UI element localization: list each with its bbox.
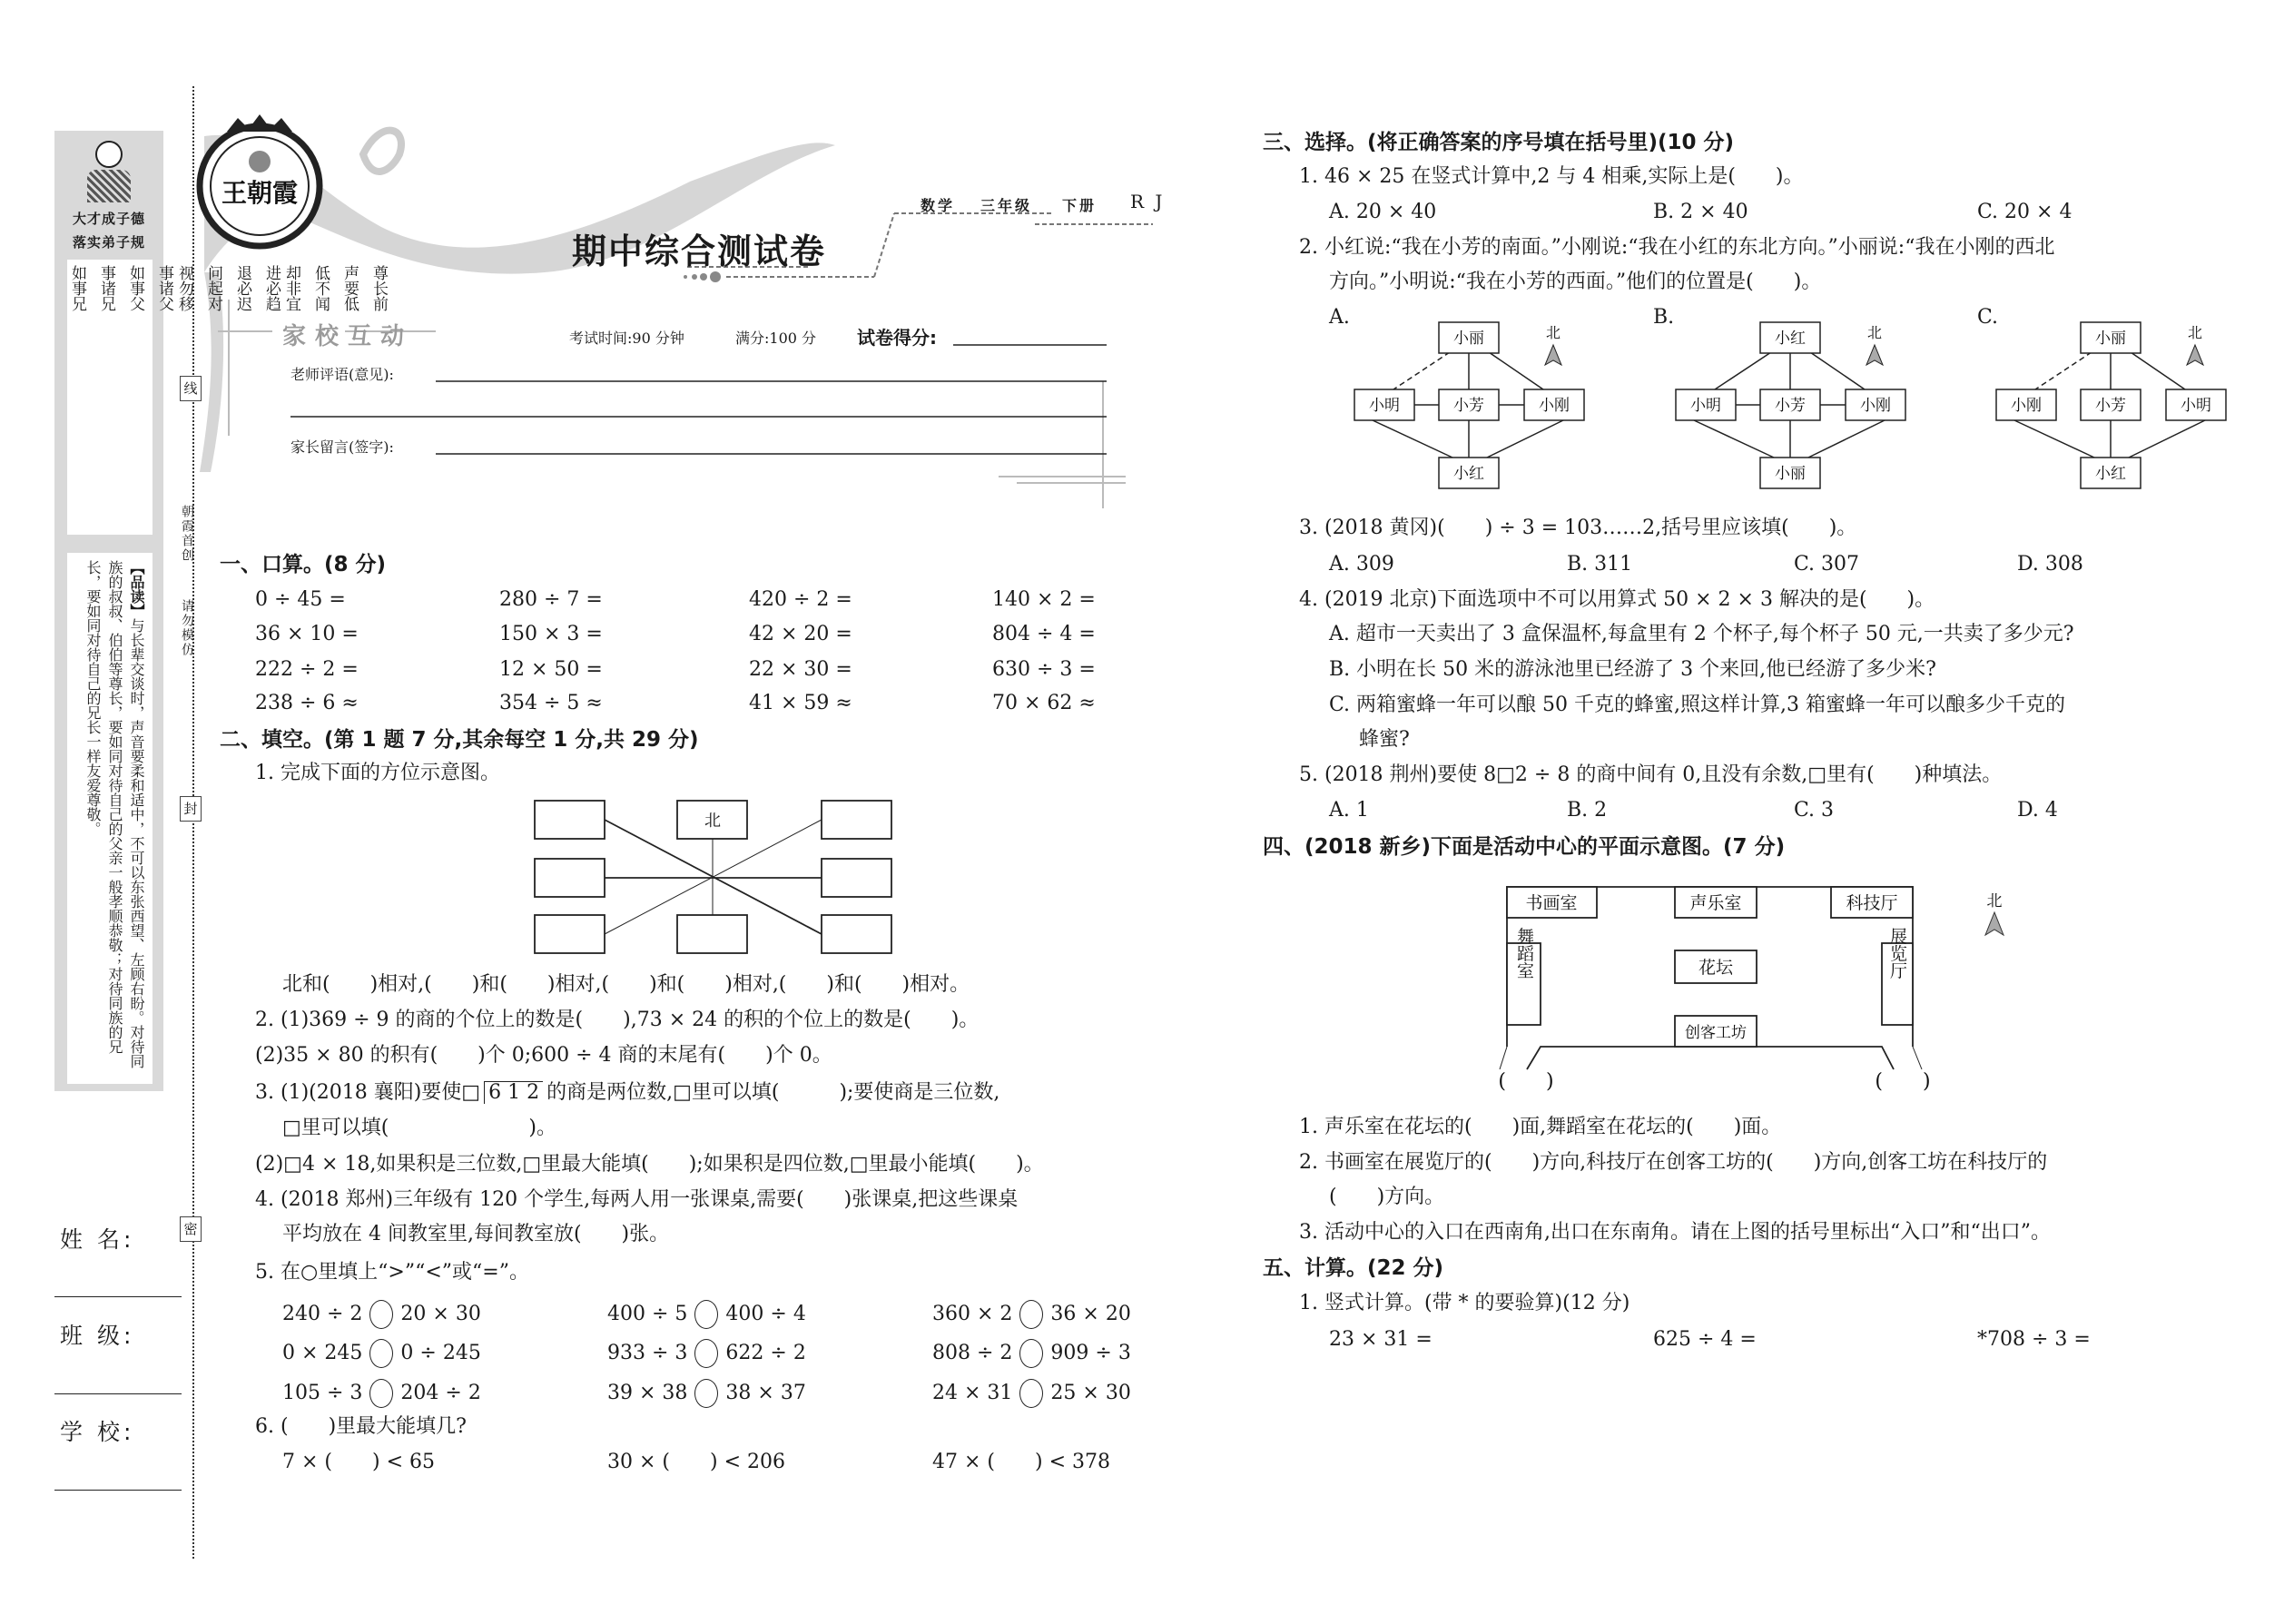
north-arrow-icon [1545, 345, 1561, 365]
connector-line [2131, 352, 2185, 389]
comparison-item [282, 1300, 481, 1329]
comparison-item [932, 1379, 1131, 1408]
connector-line [1373, 420, 1452, 458]
mental-math-item: 42 × 20 = [749, 623, 852, 645]
mental-math-item: 12 × 50 = [499, 658, 603, 681]
s2-question-1-answer: 北和( )相对,( )和( )相对,( )和( )相对,( )和( )相对。 [282, 973, 970, 996]
reading-text: 与长辈交谈时，声音要柔和适中，不可以东张西望、左顾右盼。对待同族的叔叔、伯伯等尊长，要如同对待自己的父亲一般孝顺恭敬；对待同族的兄长，要如同对待自己的兄长一样友爱尊敬。 [84, 560, 145, 1068]
calc-item: 23 × 31 = [1329, 1328, 1433, 1351]
poem-phrase: 如事兄 [68, 265, 86, 311]
north-label: 北 [1545, 324, 1561, 341]
option: A. 1 [1329, 799, 1369, 822]
room-exhibition: 展览厅 [1887, 927, 1907, 979]
person-label: 小丽 [1453, 330, 1484, 348]
mental-math-item: 41 × 59 ≈ [749, 692, 852, 714]
comparison-left: 400 ÷ 5 [607, 1303, 688, 1325]
poem-phrase: 事诸兄 [97, 265, 115, 311]
seal-mark-close: 密 [180, 1216, 202, 1242]
option: C. 3 [1794, 799, 1835, 822]
person-label: 小刚 [1860, 397, 1891, 415]
s3-question-3: 3. (2018 黄冈)( ) ÷ 3 = 103……2,括号里应该填( )。 [1299, 517, 1857, 539]
choice-diagrams [1354, 322, 2226, 488]
room-calligraphy: 书画室 [1525, 893, 1578, 913]
comparison-left: 360 × 2 [932, 1303, 1013, 1325]
grade-tag: 三年级 [980, 197, 1033, 214]
comparison-item [282, 1379, 481, 1408]
poem-phrase: 声要低 [340, 265, 359, 311]
connector-line [1393, 352, 1450, 389]
section-4-title: 四、(2018 新乡)下面是活动中心的平面示意图。(7 分) [1263, 835, 1786, 859]
option: C. 307 [1794, 553, 1860, 576]
mental-math-item: 420 ÷ 2 = [749, 588, 852, 611]
reading-label: 【品读】 [128, 560, 145, 618]
option: A. 309 [1329, 553, 1394, 576]
comparison-left: 240 ÷ 2 [282, 1303, 363, 1325]
mental-math-item: 70 × 62 ≈ [992, 692, 1096, 714]
person-label: 小芳 [1453, 397, 1484, 415]
comparison-left: 105 ÷ 3 [282, 1382, 363, 1404]
person-label: 小刚 [1539, 397, 1570, 415]
comparison-right: 622 ÷ 2 [725, 1342, 806, 1364]
comparison-left: 24 × 31 [932, 1382, 1013, 1404]
north-arrow-icon [1866, 345, 1883, 365]
person-label: 小红 [1775, 330, 1806, 348]
parent-comment-label: 家长留言(签字): [290, 438, 394, 456]
answer-circle[interactable] [1019, 1300, 1043, 1329]
diagram-letter: B. [1653, 306, 1675, 329]
person-label: 小芳 [2095, 397, 2126, 415]
north-arrow-icon [1985, 912, 2004, 935]
score-label: 试卷得分: [857, 327, 937, 349]
publisher-logo [200, 114, 320, 246]
option: B. 2 × 40 [1653, 201, 1748, 223]
person-label: 小丽 [2095, 330, 2126, 348]
section-1-title: 一、口算。(8 分) [220, 553, 387, 576]
seal-mark-seal: 封 [180, 796, 202, 822]
mental-math-item: 0 ÷ 45 = [255, 588, 346, 611]
class-label: 班 级: [60, 1323, 135, 1349]
s2-question-1: 1. 完成下面的方位示意图。 [255, 762, 500, 784]
person-label: 小红 [1453, 465, 1484, 483]
position-diagram [1676, 322, 1905, 488]
connector-line [2014, 420, 2094, 458]
copyright-notice-2: 请勿模仿 [180, 599, 194, 657]
s2-question-2-2: (2)35 × 80 的积有( )个 0;600 ÷ 4 商的末尾有( )个 0。 [255, 1044, 832, 1067]
option: C. 20 × 4 [1977, 201, 2072, 223]
connector-line [1715, 352, 1771, 389]
north-label: 北 [1866, 324, 1883, 341]
room-music: 声乐室 [1689, 893, 1742, 913]
person-label: 小明 [2181, 397, 2211, 415]
option: C. 两箱蜜蜂一年可以酿 50 千克的蜂蜜,照这样计算,3 箱蜜蜂一年可以酿多少千克的 [1329, 694, 2065, 716]
answer-circle[interactable] [694, 1339, 718, 1368]
person-label: 小明 [1690, 397, 1721, 415]
mental-math-item: 150 × 3 = [499, 623, 603, 645]
answer-circle[interactable] [694, 1379, 718, 1408]
s2-question-5: 5. 在○里填上“>”“<”或“=”。 [255, 1261, 529, 1284]
s2-question-2-1: 2. (1)369 ÷ 9 的商的个位上的数是( ),73 × 24 的积的个位上的数是( )。 [255, 1009, 980, 1031]
comparison-left: 0 × 245 [282, 1342, 363, 1364]
section-5-title: 五、计算。(22 分) [1263, 1256, 1444, 1280]
poem-phrase: 却非宜 [282, 265, 300, 311]
long-division-dividend: 6 1 2 [484, 1081, 543, 1104]
poem-column [67, 265, 174, 535]
sidebar-motto-2: 落实弟子规 [72, 234, 145, 251]
volume-tag: 下册 [1062, 197, 1098, 214]
calc-item: *708 ÷ 3 = [1977, 1328, 2091, 1351]
comparison-item [607, 1339, 806, 1368]
teacher-comment-label: 老师评语(意见): [290, 366, 394, 383]
north-label: 北 [704, 812, 721, 831]
room-science: 科技厅 [1846, 893, 1898, 913]
home-school-heading: 家校互动 [282, 323, 414, 350]
position-diagram [1354, 322, 1584, 488]
option: D. 4 [2017, 799, 2058, 822]
poem-phrase: 进必趋 [262, 265, 281, 311]
person-label: 小红 [2095, 465, 2126, 483]
exit-blank: ( ) [1875, 1070, 1931, 1093]
room-maker: 创客工坊 [1685, 1024, 1747, 1042]
cartoon-icon [87, 141, 131, 204]
logo-text: 王朝霞 [221, 178, 299, 208]
poem-phrase: 视勿移 [175, 265, 193, 311]
comparison-right: 36 × 20 [1050, 1303, 1131, 1325]
poem-phrase: 尊长前 [369, 265, 388, 311]
s3-question-5: 5. (2018 荆州)要使 8□2 ÷ 8 的商中间有 0,且没有余数,□里有( )种填法。 [1299, 763, 2003, 786]
comparison-right: 25 × 30 [1050, 1382, 1131, 1404]
plan-north-label: 北 [1986, 892, 2003, 910]
sidebar-motto-1: 大才成子德 [72, 211, 145, 227]
comparison-item [932, 1300, 1131, 1329]
person-label: 小芳 [1775, 397, 1806, 415]
seal-mark-line: 线 [180, 376, 202, 401]
comparison-left: 933 ÷ 3 [607, 1342, 688, 1364]
s2-question-4: 4. (2018 郑州)三年级有 120 个学生,每两人用一张课桌,需要( )张课桌,把这些课桌 [255, 1188, 1019, 1211]
mental-math-item: 140 × 2 = [992, 588, 1096, 611]
position-diagram [1996, 322, 2226, 488]
connector-line [1487, 420, 1563, 458]
calc-item: 625 ÷ 4 = [1653, 1328, 1757, 1351]
connector-line [1489, 352, 1543, 389]
comparison-item [282, 1339, 481, 1368]
comment-lines [290, 345, 1107, 454]
mental-math-item: 804 ÷ 4 = [992, 623, 1096, 645]
q6-item: 7 × ( ) < 65 [282, 1451, 435, 1473]
connector-line [1694, 420, 1774, 458]
s3-question-4: 4. (2019 北京)下面选项中不可以用算式 50 × 2 × 3 解决的是( )。 [1299, 588, 1935, 611]
mental-math-item: 630 ÷ 3 = [992, 658, 1096, 681]
option: B. 2 [1567, 799, 1608, 822]
s4-question-2-cont: ( )方向。 [1329, 1186, 1445, 1208]
comparison-right: 909 ÷ 3 [1050, 1342, 1131, 1364]
s2-question-4-cont: 平均放在 4 间教室里,每间教室放( )张。 [282, 1223, 670, 1245]
direction-diagram [535, 801, 891, 953]
mental-math-item: 22 × 30 = [749, 658, 852, 681]
comparison-right: 0 ÷ 245 [400, 1342, 481, 1364]
answer-circle[interactable] [369, 1300, 393, 1329]
answer-circle[interactable] [369, 1379, 393, 1408]
room-flower-bed: 花坛 [1698, 958, 1734, 978]
q3-prefix: 3. (1)(2018 襄阳)要使□ [255, 1081, 481, 1104]
s2-question-3-1 [255, 1080, 999, 1106]
option: B. 小明在长 50 米的游泳池里已经游了 3 个来回,他已经游了多少米? [1329, 658, 1936, 681]
name-label: 姓 名: [60, 1226, 135, 1253]
person-label: 小刚 [2011, 397, 2042, 415]
poem-phrase: 如事父 [126, 265, 144, 311]
comparison-left: 808 ÷ 2 [932, 1342, 1013, 1364]
comparison-right: 400 ÷ 4 [725, 1303, 806, 1325]
mental-math-item: 36 × 10 = [255, 623, 359, 645]
s4-question-2: 2. 书画室在展览厅的( )方向,科技厅在创客工坊的( )方向,创客工坊在科技厅的 [1299, 1151, 2048, 1174]
edition-tag: R J [1130, 191, 1166, 212]
s2-question-3-2: (2)□4 × 18,如果积是三位数,□里最大能填( );如果积是四位数,□里最小能填( )。 [255, 1153, 1044, 1176]
school-label: 学 校: [60, 1419, 135, 1445]
diagram-letter: A. [1329, 306, 1350, 329]
entrance-blank: ( ) [1498, 1070, 1554, 1093]
connector-line [2129, 420, 2205, 458]
north-label: 北 [2187, 324, 2203, 341]
subject-tag: 数学 [921, 197, 956, 214]
s2-question-6: 6. ( )里最大能填几? [255, 1415, 467, 1438]
person-label: 小明 [1369, 397, 1400, 415]
person-label: 小丽 [1775, 465, 1806, 483]
comparison-item [932, 1339, 1131, 1368]
s3-question-2-cont: 方向。”小明说:“我在小芳的西面。”他们的位置是( )。 [1329, 271, 1822, 293]
s3-question-2: 2. 小红说:“我在小芳的南面。”小刚说:“我在小红的东北方向。”小丽说:“我在小刚的西北 [1299, 236, 2055, 259]
poem-phrase: 问起对 [204, 265, 222, 311]
connector-line [2035, 352, 2092, 389]
exam-time: 考试时间:90 分钟 [569, 330, 684, 347]
answer-circle[interactable] [369, 1339, 393, 1368]
connector-line [1810, 352, 1865, 389]
s5-question-1: 1. 竖式计算。(带 * 的要验算)(12 分) [1299, 1292, 1630, 1314]
q6-item: 30 × ( ) < 206 [607, 1451, 785, 1473]
s4-question-3: 3. 活动中心的入口在西南角,出口在东南角。请在上图的括号里标出“入口”和“出口”。 [1299, 1221, 2051, 1244]
room-dance: 舞蹈室 [1514, 927, 1534, 979]
comparison-right: 204 ÷ 2 [400, 1382, 481, 1404]
copyright-notice-1: 朝霞首创 [180, 505, 194, 563]
mental-math-item: 238 ÷ 6 ≈ [255, 692, 359, 714]
school-field[interactable] [54, 1490, 182, 1491]
activity-center-plan [1498, 887, 2004, 1093]
option: A. 超市一天卖出了 3 盒保温杯,每盒里有 2 个杯子,每个杯子 50 元,一共卖了多少元? [1329, 623, 2074, 645]
sidebar-reading [67, 553, 153, 1084]
comparison-item [607, 1379, 806, 1408]
option-cont: 蜂蜜? [1359, 728, 1410, 751]
option: D. 308 [2017, 553, 2083, 576]
poem-phrase: 事诸父 [155, 265, 173, 311]
comparison-left: 39 × 38 [607, 1382, 688, 1404]
option: A. 20 × 40 [1329, 201, 1437, 223]
option: B. 311 [1567, 553, 1633, 576]
answer-circle[interactable] [694, 1300, 718, 1329]
mental-math-item: 222 ÷ 2 = [255, 658, 359, 681]
class-field[interactable] [54, 1393, 182, 1394]
name-field[interactable] [54, 1296, 182, 1297]
s2-question-3-1-cont: □里可以填( )。 [282, 1117, 556, 1139]
section-2-title: 二、填空。(第 1 题 7 分,其余每空 1 分,共 29 分) [220, 728, 699, 752]
q6-item: 47 × ( ) < 378 [932, 1451, 1110, 1473]
poem-phrase: 低不闻 [311, 265, 330, 311]
s3-question-1: 1. 46 × 25 在竖式计算中,2 与 4 相乘,实际上是( )。 [1299, 165, 1804, 188]
full-score: 满分:100 分 [735, 330, 817, 347]
page-title: 期中综合测试卷 [571, 231, 826, 271]
connector-line [1808, 420, 1885, 458]
poem-phrase: 退必迟 [233, 265, 251, 311]
comparison-right: 38 × 37 [725, 1382, 806, 1404]
answer-circle[interactable] [1019, 1339, 1043, 1368]
mental-math-item: 354 ÷ 5 ≈ [499, 692, 603, 714]
mental-math-item: 280 ÷ 7 = [499, 588, 603, 611]
diagram-letter: C. [1977, 306, 1999, 329]
comparison-right: 20 × 30 [400, 1303, 481, 1325]
section-3-title: 三、选择。(将正确答案的序号填在括号里)(10 分) [1263, 131, 1735, 154]
poem-column [281, 265, 389, 535]
q3-suffix: 的商是两位数,□里可以填( );要使商是三位数, [546, 1081, 1000, 1104]
north-arrow-icon [2187, 345, 2203, 365]
answer-circle[interactable] [1019, 1379, 1043, 1408]
s4-question-1: 1. 声乐室在花坛的( )面,舞蹈室在花坛的( )面。 [1299, 1116, 1782, 1138]
comparison-item [607, 1300, 806, 1329]
